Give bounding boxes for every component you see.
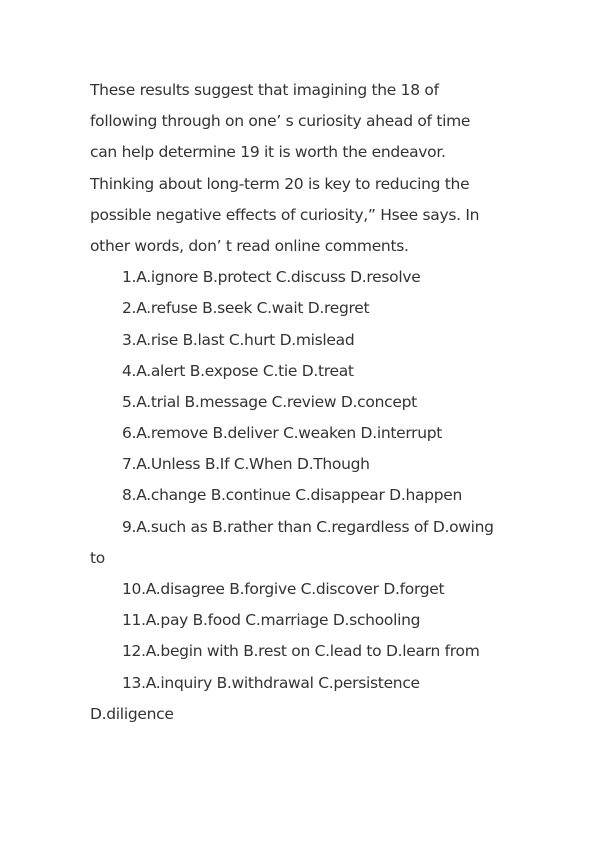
document-content bbox=[90, 75, 510, 730]
question-item-wrap: D.diligence bbox=[90, 704, 174, 723]
question-item: 3.A.rise B.last C.hurt D.mislead bbox=[122, 330, 355, 349]
question-item: 7.A.Unless B.If C.When D.Though bbox=[122, 455, 370, 474]
question-item: 6.A.remove B.deliver C.weaken D.interrupt bbox=[122, 424, 443, 443]
question-item: 13.A.inquiry B.withdrawal C.persistence bbox=[122, 673, 420, 692]
question-item: 2.A.refuse B.seek C.wait D.regret bbox=[122, 299, 370, 318]
question-item-wrap: to bbox=[90, 548, 105, 567]
question-item: 8.A.change B.continue C.disappear D.happen bbox=[122, 486, 463, 505]
question-item: 1.A.ignore B.protect C.discuss D.resolve bbox=[122, 268, 421, 287]
question-item: 12.A.begin with B.rest on C.lead to D.learn from bbox=[122, 642, 480, 661]
passage-line: other words, don’ t read online comments. bbox=[90, 236, 409, 255]
question-item: 4.A.alert B.expose C.tie D.treat bbox=[122, 361, 354, 380]
passage-line: These results suggest that imagining the 18 of bbox=[90, 81, 439, 99]
passage-line: possible negative effects of curiosity,” Hsee says. In bbox=[90, 205, 480, 224]
question-item: 11.A.pay B.food C.marriage D.schooling bbox=[122, 611, 421, 630]
question-item: 5.A.trial B.message C.review D.concept bbox=[122, 392, 417, 411]
question-list bbox=[90, 262, 510, 730]
question-item: 10.A.disagree B.forgive C.discover D.forget bbox=[122, 580, 445, 598]
passage-line: can help determine 19 it is worth the endeavor. bbox=[90, 143, 446, 162]
question-item: 9.A.such as B.rather than C.regardless of D.owing bbox=[122, 517, 494, 536]
passage-line: following through on one’ s curiosity ahead of time bbox=[90, 112, 471, 131]
passage-line: Thinking about long-term 20 is key to reducing the bbox=[90, 174, 470, 193]
passage-paragraph bbox=[90, 75, 510, 262]
